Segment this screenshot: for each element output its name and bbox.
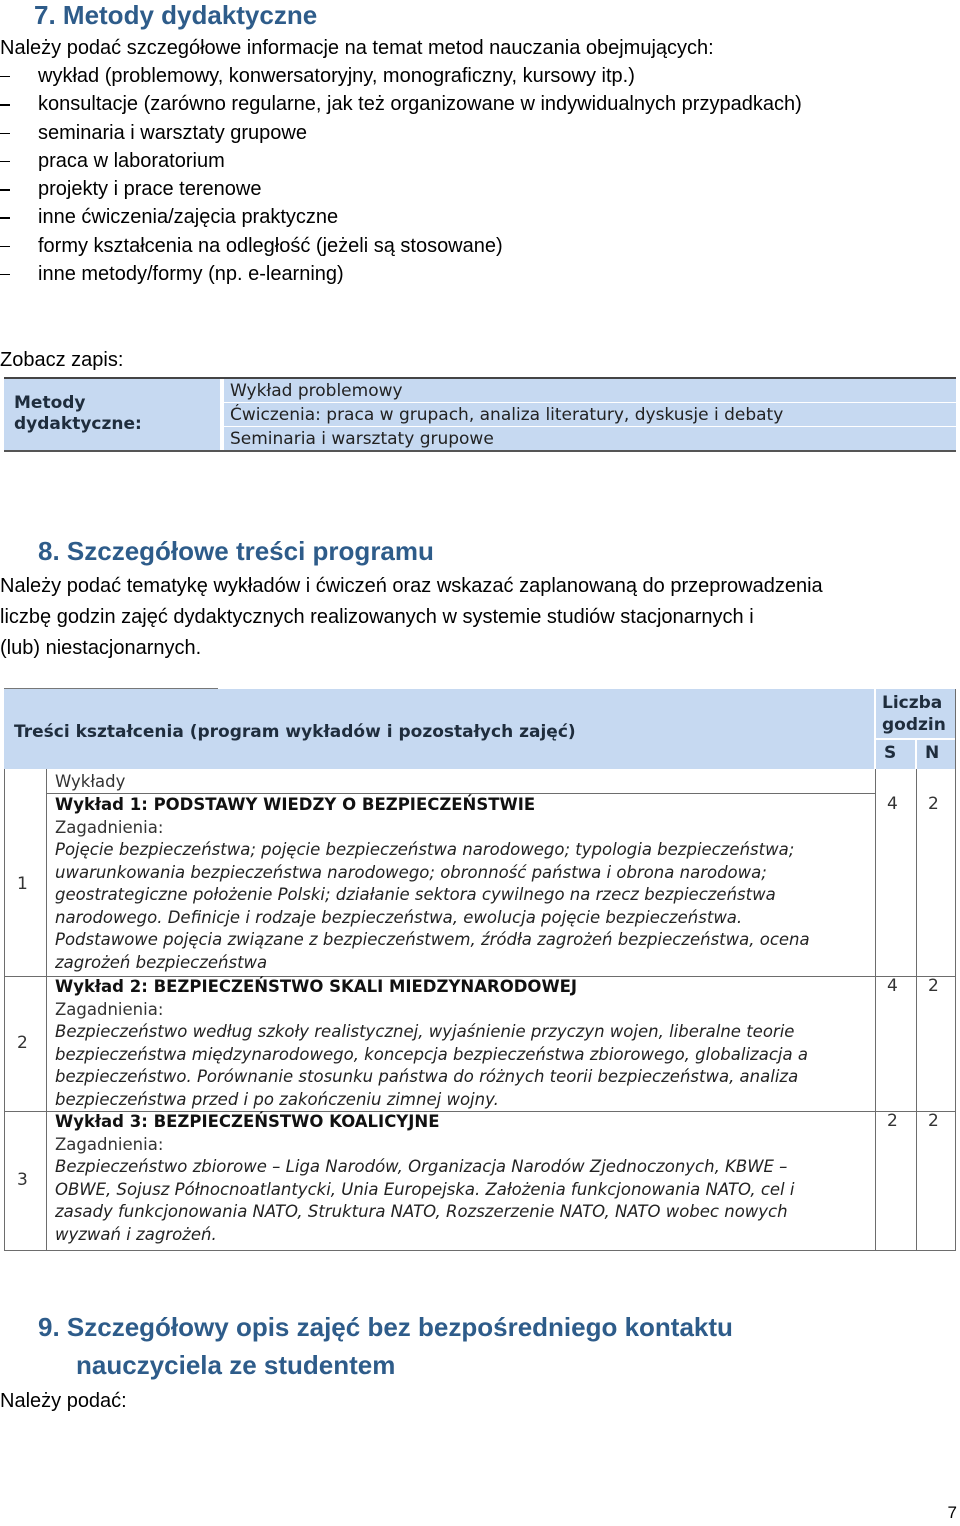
section9-heading (38, 1308, 733, 1384)
methods-table (4, 377, 956, 452)
section9-intro: Należy podać: (0, 1390, 127, 1412)
methods-list-item (0, 147, 802, 175)
lecture-topic-line: uwarunkowania bezpieczeństwa narodowego; obronność państwa i obrona narodowa; (55, 862, 767, 882)
lecture-number: 3 (17, 1169, 28, 1190)
see-label: Zobacz zapis: (0, 349, 124, 371)
section8-body-line: (lub) niestacjonarnych. (0, 637, 202, 659)
methods-list-text: wykład (problemowy, konwersatoryjny, monograficzny, kursowy itp.) (38, 65, 635, 87)
col-s-text: S (884, 743, 897, 763)
lecture-topic-line: Bezpieczeństwo zbiorowe – Liga Narodów, Organizacja Narodów Zjednoczonych, KBWE – (55, 1157, 788, 1176)
section9-heading-line2: nauczyciela ze studentem (76, 1350, 396, 1380)
methods-list-item (0, 119, 802, 147)
methods-list (0, 62, 802, 288)
content-table (4, 689, 956, 1251)
label-line1: Metody (14, 393, 86, 413)
lecture-topic-line: bezpieczeństwa międzynarodowego, koncepcja bezpieczeństwa zbiorowego, globalizacja a (55, 1044, 808, 1064)
section7-intro: Należy podać szczegółowe informacje na temat metod nauczania obejmujących: (0, 37, 714, 59)
section8-body-line: Należy podać tematykę wykładów i ćwiczeń oraz wskazać zaplanowaną do przeprowadzenia (0, 575, 823, 597)
content-header-text: Treści kształcenia (program wykładów i pozostałych zajęć) (14, 722, 576, 742)
hours-s-value: 4 (887, 976, 898, 996)
methods-list-item (0, 203, 802, 231)
lecture-subtitle: Zagadnienia: (55, 999, 164, 1019)
section7-heading: 7. Metody dydaktyczne (34, 0, 318, 30)
hours-line1: Liczba (882, 693, 943, 713)
lecture-topic-line: Podstawowe pojęcia związane z bezpieczeństwem, źródła zagrożeń bezpieczeństwa, ocena (55, 930, 810, 949)
methods-list-text: praca w laboratorium (38, 149, 225, 172)
hours-n-value: 2 (928, 794, 939, 814)
col-n-text: N (925, 743, 940, 763)
methods-list-text: projekty i prace terenowe (38, 178, 262, 201)
lecture-topic-line: wyzwań i zagrożeń. (55, 1224, 217, 1244)
lecture-title: Wykład 2: BEZPIECZEŃSTWO SKALI MIEDZYNARODOWEJ (55, 977, 578, 996)
methods-table-row (224, 427, 956, 450)
lecture-topic-line: Pojęcie bezpieczeństwa; pojęcie bezpieczeństwa narodowego; typologia bezpieczeństwa; (55, 840, 795, 859)
methods-table-cell: Wykład problemowy (230, 381, 403, 401)
methods-list-text: konsultacje (zarówno regularne, jak też organizowane w indywidualnych przypadkach) (38, 93, 802, 116)
section9-heading-line1: 9. Szczegółowy opis zajęć bez bezpośredniego kontaktu (38, 1312, 733, 1342)
lecture-topic-line: bezpieczeństwa przed i po zakończeniu zimnej wojny. (55, 1089, 499, 1109)
section8-body-line: liczbę godzin zajęć dydaktycznych realizowanych w systemie studiów stacjonarnych i (0, 606, 754, 628)
methods-list-item (0, 232, 802, 260)
section8-heading: 8. Szczegółowe treści programu (38, 536, 434, 566)
content-table-header (4, 689, 874, 769)
page-number: 7 (947, 1503, 957, 1522)
methods-list-text: inne ćwiczenia/zajęcia praktyczne (38, 206, 339, 229)
dash-bullet-icon (0, 76, 10, 77)
dash-bullet-icon (0, 189, 10, 190)
dash-bullet-icon (0, 161, 10, 162)
methods-list-item (0, 175, 802, 203)
methods-list-text: seminaria i warsztaty grupowe (38, 121, 307, 144)
lecture-topic-line: OBWE, Sojusz Północnoatlantycki, Unia Europejska. Założenia funkcjonowania NATO, cel i (55, 1179, 795, 1199)
hours-line2: godzin (882, 715, 946, 735)
lecture-title: Wykład 1: PODSTAWY WIEDZY O BEZPIECZEŃSTWIE (55, 795, 536, 814)
dash-bullet-icon (0, 133, 10, 134)
methods-table-row (224, 403, 956, 426)
hours-n-value: 2 (928, 976, 939, 996)
methods-list-item (0, 90, 802, 118)
lecture-topic-line: zagrożeń bezpieczeństwa (55, 952, 268, 972)
hours-n-value: 2 (928, 1111, 939, 1131)
hours-s-value: 4 (887, 794, 898, 814)
lecture-topic-line: zasady funkcjonowania NATO, Struktura NATO, Rozszerzenie NATO, NATO wobec nowych (55, 1202, 788, 1221)
methods-table-cell: Ćwiczenia: praca w grupach, analiza literatury, dyskusje i debaty (230, 405, 784, 425)
methods-list-item (0, 62, 802, 90)
lecture-topic-line: Bezpieczeństwo według szkoły realistycznej, wyjaśnienie przyczyn wojen, liberalne teorie (55, 1022, 795, 1041)
lecture-title: Wykład 3: BEZPIECZEŃSTWO KOALICYJNE (55, 1112, 440, 1131)
lecture-topic-line: bezpieczeństwo. Porównanie stosunku państwa do różnych teorii bezpieczeństwa, analiza (55, 1067, 799, 1086)
methods-list-text: formy kształcenia na odległość (jeżeli są stosowane) (38, 234, 503, 257)
hours-header (876, 689, 956, 738)
methods-table-row (224, 379, 956, 402)
methods-list-item (0, 260, 802, 288)
lecture-number: 2 (17, 1032, 28, 1053)
col-n-header (917, 740, 956, 769)
dash-bullet-icon (0, 104, 10, 105)
lecture-number: 1 (17, 874, 28, 894)
lecture-topic-line: narodowego. Definicje i rodzaje bezpieczeństwa, ewolucja pojęcie bezpieczeństwa. (55, 907, 743, 927)
methods-table-rows (224, 379, 956, 450)
hours-s-value: 2 (887, 1111, 898, 1131)
lecture-subtitle: Zagadnienia: (55, 817, 164, 837)
lecture-subtitle: Zagadnienia: (55, 1134, 164, 1154)
col-s-header (876, 740, 915, 769)
methods-list-text: inne metody/formy (np. e-learning) (38, 263, 344, 286)
dash-bullet-icon (0, 246, 10, 247)
methods-table-label (4, 379, 221, 450)
lecture-topic-line: geostrategiczne położenie Polski; działanie sektora cywilnego na rzecz bezpieczeństwa (55, 885, 776, 904)
section-label-wyklady: Wykłady (55, 772, 126, 791)
methods-table-cell: Seminaria i warsztaty grupowe (230, 429, 494, 449)
dash-bullet-icon (0, 217, 10, 218)
label-line2: dydaktyczne: (14, 414, 142, 434)
dash-bullet-icon (0, 274, 10, 275)
